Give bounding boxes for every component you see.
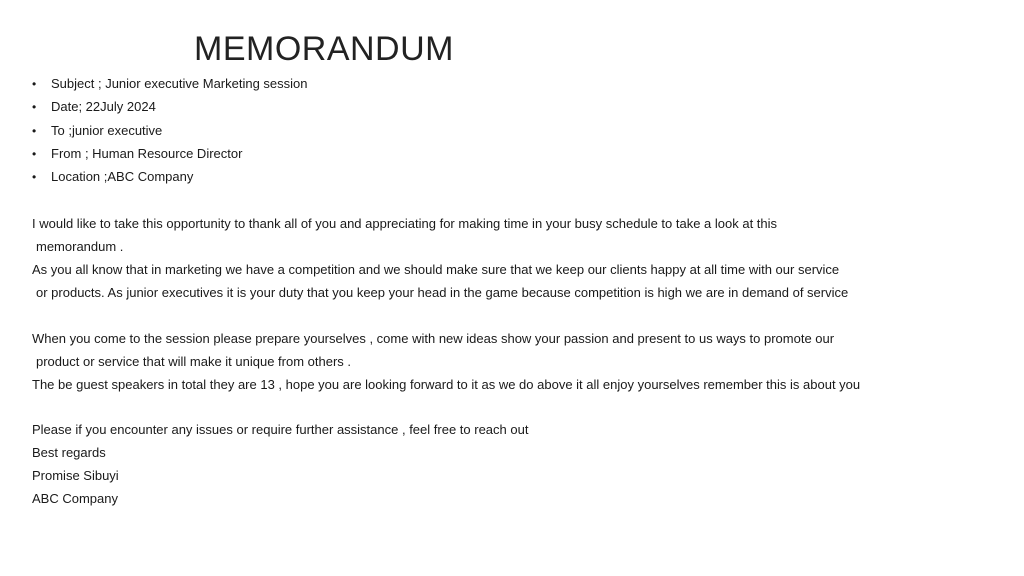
paragraph-3-line-1: When you come to the session please prepare yourselves , come with new ideas show your passion and present to us ways to promote our [32, 331, 835, 346]
memo-date-item [32, 97, 308, 120]
bullet-icon: • [32, 100, 37, 115]
memo-from: From ; Human Resource Director [51, 145, 243, 161]
memo-to: To ;junior executive [51, 122, 163, 138]
bullet-icon: • [32, 146, 37, 161]
bullet-icon: • [32, 170, 37, 185]
spacer [32, 304, 902, 327]
closing-line: Best regards [32, 445, 106, 460]
memo-from-item [32, 144, 308, 167]
memo-location-item [32, 167, 308, 190]
paragraph-2-line-1: As you all know that in marketing we have a competition and we should make sure that we keep our clients happy at all time with our service [32, 262, 840, 277]
signer-name: Promise Sibuyi [32, 468, 119, 483]
bullet-icon: • [32, 77, 37, 91]
memo-header-list [32, 74, 308, 190]
paragraph-3-line-2: product or service that will make it unique from others . [36, 354, 352, 369]
signer-company: ABC Company [32, 491, 118, 506]
spacer [32, 395, 902, 418]
paragraph-2-line-2: or products. As junior executives it is your duty that you keep your head in the game because competition is high we are in demand of service [36, 285, 849, 300]
paragraph-4: The be guest speakers in total they are 13 , hope you are looking forward to it as we do above it all enjoy yourselves remember this is about you [32, 377, 861, 392]
paragraph-1-line-1: I would like to take this opportunity to thank all of you and appreciating for making time in your busy schedule to take a look at this [32, 216, 778, 231]
memo-date: Date; 22July 2024 [51, 99, 156, 115]
memo-to-item [32, 121, 308, 144]
paragraph-1-line-2: memorandum . [36, 239, 124, 254]
memo-body [32, 212, 902, 510]
bullet-icon: • [32, 123, 37, 138]
memo-title: MEMORANDUM [194, 30, 454, 68]
memo-subject: Subject ; Junior executive Marketing session [51, 76, 308, 91]
memo-location: Location ;ABC Company [51, 169, 194, 185]
memo-subject-item [32, 74, 308, 97]
paragraph-5: Please if you encounter any issues or require further assistance , feel free to reach out [32, 422, 529, 437]
